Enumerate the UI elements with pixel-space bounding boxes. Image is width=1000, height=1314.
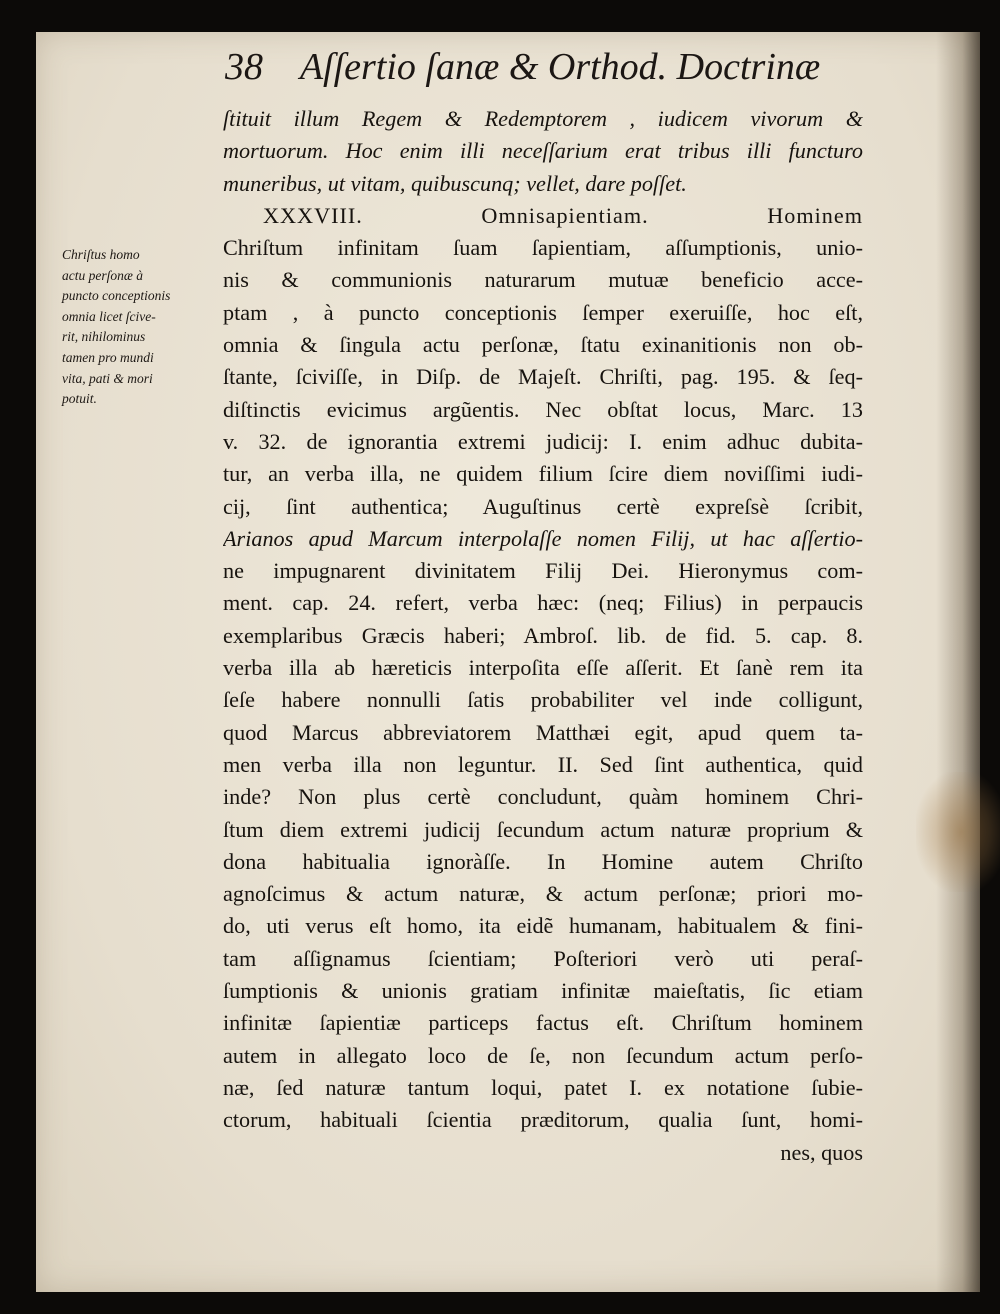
- text-line: ment. cap. 24. refert, verba hæc: (neq; Filius) in perpaucis: [223, 590, 863, 616]
- text-line: do, uti verus eſt homo, ita eidẽ humanam, habitualem & fini-: [223, 913, 863, 939]
- text-line: ſtituit illum Regem & Redemptorem , iudicem vivorum &: [223, 106, 863, 131]
- text-line: inde? Non plus certè concludunt, quàm hominem Chri-: [223, 784, 863, 810]
- text-line: ne impugnarent divinitatem Filij Dei. Hieronymus com-: [223, 558, 863, 584]
- page-header: [225, 45, 825, 101]
- text-line: nis & communionis naturarum mutuæ beneficio acce-: [223, 267, 863, 293]
- margin-note-line: vita, pati & mori: [62, 370, 153, 386]
- page-number: 38: [225, 46, 263, 88]
- text-line: muneribus, ut vitam, quibuscunq; vellet, dare poſſet.: [223, 170, 687, 196]
- text-line: verba illa ab hæreticis interpoſita eſſe aſſerit. Et ſanè rem ita: [223, 655, 863, 681]
- text-line: Arianos apud Marcum interpolaſſe nomen Filij, ut hac aſſertio-: [223, 525, 863, 551]
- text-line: ptam , à puncto conceptionis ſemper exeruiſſe, hoc eſt,: [223, 299, 863, 325]
- text-line: næ, ſed naturæ tantum loqui, patet I. ex notatione ſubie-: [223, 1074, 863, 1100]
- section-heading-line: XXXVIII. Omnisapientiam. Hominem: [263, 202, 863, 228]
- margin-note-line: puncto conceptionis: [62, 288, 171, 304]
- margin-note: [62, 245, 232, 410]
- text-line: cij, ſint authentica; Auguſtinus certè expreſsè ſcribit,: [223, 493, 863, 519]
- text-line: infinitæ ſapientiæ particeps factus eſt. Chriſtum hominem: [223, 1010, 863, 1036]
- catchword-line: nes, quos: [780, 1139, 863, 1165]
- text-line: diſtinctis evicimus argũentis. Nec obſtat locus, Marc. 13: [223, 396, 863, 422]
- text-line: exemplaribus Græcis haberi; Ambroſ. lib. de fid. 5. cap. 8.: [223, 622, 863, 648]
- text-line: ſtante, ſciviſſe, in Diſp. de Majeſt. Chriſti, pag. 195. & ſeq-: [223, 364, 863, 390]
- margin-note-line: potuit.: [62, 391, 97, 407]
- paper-stain: [916, 772, 1000, 892]
- text-line: mortuorum. Hoc enim illi neceſſarium erat tribus illi functuro: [223, 138, 863, 164]
- margin-note-line: rit, nihilominus: [62, 329, 146, 345]
- text-line: quod Marcus abbreviatorem Matthæi egit, apud quem ta-: [223, 719, 863, 745]
- text-line: v. 32. de ignorantia extremi judicij: I. enim adhuc dubita-: [223, 428, 863, 454]
- main-text-block: [223, 103, 863, 1169]
- text-line: ctorum, habituali ſcientia præditorum, qualia ſunt, homi-: [223, 1107, 863, 1133]
- margin-note-line: Chriſtus homo: [62, 247, 140, 262]
- text-line: autem in allegato loco de ſe, non ſecundum actum perſo-: [223, 1042, 863, 1068]
- text-line: ſumptionis & unionis gratiam infinitæ maieſtatis, ſic etiam: [223, 978, 863, 1004]
- text-line: ſeſe habere nonnulli ſatis probabiliter vel inde colligunt,: [223, 687, 863, 713]
- text-line: dona habitualia ignoràſſe. In Homine autem Chriſto: [223, 848, 863, 874]
- text-line: omnia & ſingula actu perſonæ, ſtatu exinanitionis non ob-: [223, 332, 863, 358]
- text-line: agnoſcimus & actum naturæ, & actum perſonæ; priori mo-: [223, 881, 863, 907]
- page-gutter-shadow: [936, 32, 980, 1292]
- text-line: men verba illa non leguntur. II. Sed ſint authentica, quid: [223, 751, 863, 777]
- text-line: Chriſtum infinitam ſuam ſapientiam, aſſumptionis, unio-: [223, 235, 863, 261]
- text-line: ſtum diem extremi judicij ſecundum actum naturæ proprium &: [223, 816, 863, 842]
- margin-note-line: tamen pro mundi: [62, 349, 154, 365]
- margin-note-line: actu perſonæ à: [62, 267, 143, 283]
- text-line: tam aſſignamus ſcientiam; Poſteriori verò uti peraſ-: [223, 945, 863, 971]
- running-title: Aſſertio ſanæ & Orthod. Doctrinæ: [299, 46, 821, 88]
- margin-note-line: omnia licet ſcive-: [62, 308, 156, 324]
- text-line: tur, an verba illa, ne quidem filium ſcire diem noviſſimi iudi-: [223, 461, 863, 487]
